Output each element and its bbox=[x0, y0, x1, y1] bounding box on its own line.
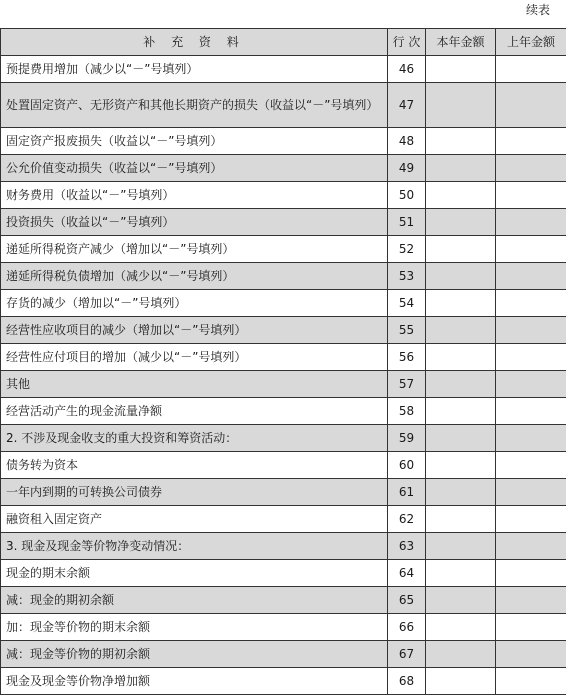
row-previous-year-amount bbox=[496, 533, 566, 560]
row-item-label: 预提费用增加（减少以“－”号填列） bbox=[1, 56, 388, 83]
row-current-year-amount bbox=[426, 371, 496, 398]
row-previous-year-amount bbox=[496, 56, 566, 83]
row-line-number: 52 bbox=[388, 236, 426, 263]
table-row bbox=[1, 263, 566, 290]
row-item-label: 递延所得税资产减少（增加以“－”号填列） bbox=[1, 236, 388, 263]
row-line-number: 60 bbox=[388, 452, 426, 479]
row-item-label: 现金及现金等价物净增加额 bbox=[1, 668, 388, 695]
row-item-label: 公允价值变动损失（收益以“－”号填列） bbox=[1, 155, 388, 182]
row-item-label: 其他 bbox=[1, 371, 388, 398]
row-line-number: 65 bbox=[388, 587, 426, 614]
header-previous-year-amount: 上年金额 bbox=[496, 29, 566, 56]
row-current-year-amount bbox=[426, 344, 496, 371]
row-item-label: 财务费用（收益以“－”号填列） bbox=[1, 182, 388, 209]
row-current-year-amount bbox=[426, 533, 496, 560]
row-previous-year-amount bbox=[496, 128, 566, 155]
table-row bbox=[1, 641, 566, 668]
row-previous-year-amount bbox=[496, 641, 566, 668]
table-row bbox=[1, 56, 566, 83]
row-current-year-amount bbox=[426, 425, 496, 452]
row-current-year-amount bbox=[426, 56, 496, 83]
header-current-year-amount: 本年金额 bbox=[426, 29, 496, 56]
row-previous-year-amount bbox=[496, 83, 566, 128]
row-previous-year-amount bbox=[496, 587, 566, 614]
row-item-label: 经营性应收项目的减少（增加以“－”号填列） bbox=[1, 317, 388, 344]
table-row bbox=[1, 560, 566, 587]
row-item-label: 处置固定资产、无形资产和其他长期资产的损失（收益以“－”号填列） bbox=[1, 83, 388, 128]
row-item-label: 现金的期末余额 bbox=[1, 560, 388, 587]
table-row bbox=[1, 371, 566, 398]
table-row bbox=[1, 83, 566, 128]
row-line-number: 66 bbox=[388, 614, 426, 641]
row-previous-year-amount bbox=[496, 182, 566, 209]
row-current-year-amount bbox=[426, 155, 496, 182]
row-current-year-amount bbox=[426, 668, 496, 695]
row-item-label: 递延所得税负债增加（减少以“－”号填列） bbox=[1, 263, 388, 290]
row-current-year-amount bbox=[426, 263, 496, 290]
row-current-year-amount bbox=[426, 398, 496, 425]
row-item-label: 一年内到期的可转换公司债券 bbox=[1, 479, 388, 506]
table-row bbox=[1, 587, 566, 614]
row-current-year-amount bbox=[426, 182, 496, 209]
row-item-label: 经营活动产生的现金流量净额 bbox=[1, 398, 388, 425]
table-row bbox=[1, 182, 566, 209]
table-row bbox=[1, 479, 566, 506]
row-current-year-amount bbox=[426, 236, 496, 263]
row-line-number: 67 bbox=[388, 641, 426, 668]
row-item-label: 固定资产报废损失（收益以“－”号填列） bbox=[1, 128, 388, 155]
row-item-label: 减：现金的期初余额 bbox=[1, 587, 388, 614]
row-line-number: 48 bbox=[388, 128, 426, 155]
table-row bbox=[1, 614, 566, 641]
row-line-number: 61 bbox=[388, 479, 426, 506]
row-previous-year-amount bbox=[496, 317, 566, 344]
header-item: 补 充 资 料 bbox=[1, 29, 388, 56]
row-item-label: 融资租入固定资产 bbox=[1, 506, 388, 533]
row-current-year-amount bbox=[426, 317, 496, 344]
row-line-number: 58 bbox=[388, 398, 426, 425]
row-previous-year-amount bbox=[496, 398, 566, 425]
row-line-number: 64 bbox=[388, 560, 426, 587]
table-row bbox=[1, 155, 566, 182]
row-current-year-amount bbox=[426, 128, 496, 155]
row-previous-year-amount bbox=[496, 344, 566, 371]
row-item-label: 3. 现金及现金等价物净变动情况： bbox=[1, 533, 388, 560]
row-line-number: 46 bbox=[388, 56, 426, 83]
table-row bbox=[1, 128, 566, 155]
row-line-number: 50 bbox=[388, 182, 426, 209]
row-previous-year-amount bbox=[496, 263, 566, 290]
table-row bbox=[1, 452, 566, 479]
row-current-year-amount bbox=[426, 506, 496, 533]
table-row bbox=[1, 344, 566, 371]
row-previous-year-amount bbox=[496, 614, 566, 641]
row-line-number: 55 bbox=[388, 317, 426, 344]
table-row bbox=[1, 209, 566, 236]
header-row bbox=[1, 29, 566, 56]
row-item-label: 加：现金等价物的期末余额 bbox=[1, 614, 388, 641]
row-line-number: 51 bbox=[388, 209, 426, 236]
row-previous-year-amount bbox=[496, 668, 566, 695]
row-line-number: 59 bbox=[388, 425, 426, 452]
row-line-number: 62 bbox=[388, 506, 426, 533]
row-line-number: 47 bbox=[388, 83, 426, 128]
row-item-label: 债务转为资本 bbox=[1, 452, 388, 479]
table-row bbox=[1, 533, 566, 560]
row-previous-year-amount bbox=[496, 236, 566, 263]
row-previous-year-amount bbox=[496, 155, 566, 182]
table-header bbox=[1, 29, 566, 56]
row-line-number: 56 bbox=[388, 344, 426, 371]
row-previous-year-amount bbox=[496, 479, 566, 506]
table-row bbox=[1, 236, 566, 263]
row-previous-year-amount bbox=[496, 371, 566, 398]
row-previous-year-amount bbox=[496, 506, 566, 533]
row-previous-year-amount bbox=[496, 452, 566, 479]
table-row bbox=[1, 668, 566, 695]
row-current-year-amount bbox=[426, 452, 496, 479]
header-line-number: 行 次 bbox=[388, 29, 426, 56]
row-line-number: 68 bbox=[388, 668, 426, 695]
row-previous-year-amount bbox=[496, 560, 566, 587]
table-row bbox=[1, 317, 566, 344]
table-row bbox=[1, 425, 566, 452]
row-item-label: 减：现金等价物的期初余额 bbox=[1, 641, 388, 668]
row-current-year-amount bbox=[426, 587, 496, 614]
table-body bbox=[1, 56, 566, 695]
row-current-year-amount bbox=[426, 614, 496, 641]
row-item-label: 投资损失（收益以“－”号填列） bbox=[1, 209, 388, 236]
row-line-number: 49 bbox=[388, 155, 426, 182]
row-line-number: 54 bbox=[388, 290, 426, 317]
row-line-number: 57 bbox=[388, 371, 426, 398]
row-current-year-amount bbox=[426, 560, 496, 587]
table-row bbox=[1, 398, 566, 425]
row-item-label: 存货的减少（增加以“－”号填列） bbox=[1, 290, 388, 317]
row-item-label: 经营性应付项目的增加（减少以“－”号填列） bbox=[1, 344, 388, 371]
row-current-year-amount bbox=[426, 209, 496, 236]
row-current-year-amount bbox=[426, 83, 496, 128]
row-current-year-amount bbox=[426, 641, 496, 668]
row-line-number: 63 bbox=[388, 533, 426, 560]
row-line-number: 53 bbox=[388, 263, 426, 290]
table-row bbox=[1, 506, 566, 533]
row-item-label: 2. 不涉及现金收支的重大投资和筹资活动： bbox=[1, 425, 388, 452]
row-current-year-amount bbox=[426, 479, 496, 506]
row-previous-year-amount bbox=[496, 209, 566, 236]
continued-label: 续表 bbox=[525, 3, 550, 17]
table-row bbox=[1, 290, 566, 317]
row-previous-year-amount bbox=[496, 290, 566, 317]
row-previous-year-amount bbox=[496, 425, 566, 452]
supplementary-info-table bbox=[0, 28, 566, 695]
row-current-year-amount bbox=[426, 290, 496, 317]
